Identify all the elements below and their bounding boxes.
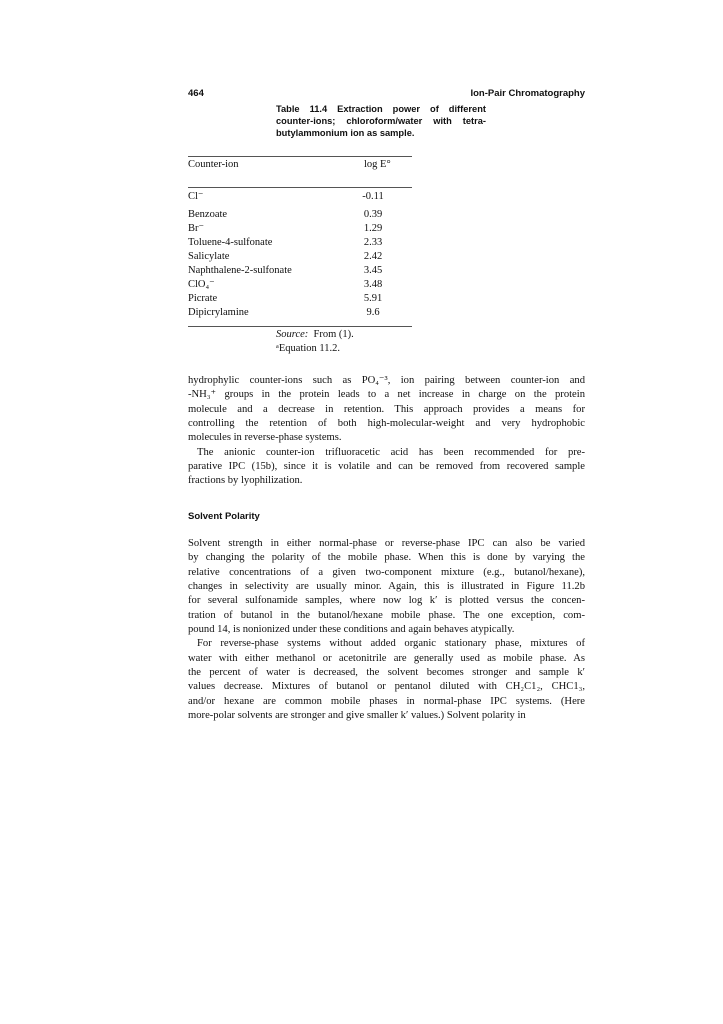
table-caption	[276, 103, 486, 139]
table-header-row	[188, 157, 412, 187]
paragraph	[188, 446, 585, 489]
counter-ion-cell: Benzoate	[188, 208, 228, 220]
log-e-cell: 5.91	[363, 293, 383, 305]
text-line: controlling the retention of both high-molecular-weight and very hydrophobic	[188, 418, 585, 430]
page-number: 464	[188, 88, 204, 99]
section-heading: Solvent Polarity	[188, 511, 260, 522]
counter-ion-cell: Dipicrylamine	[188, 307, 249, 319]
table-row	[188, 222, 412, 236]
table-row	[188, 190, 412, 204]
text-line: water with either methanol or acetonitrile are generally used as mobile phase. As	[188, 652, 585, 664]
text-line: The anionic counter-ion trifluoracetic acid has been recommended for pre-	[197, 446, 585, 458]
paragraph	[188, 537, 585, 637]
text-line: by changing the polarity of the mobile phase. When this is done by varying the	[188, 552, 585, 564]
table-row	[188, 250, 412, 264]
paragraph	[188, 637, 585, 723]
table-bottom-rule	[188, 326, 412, 327]
log-e-cell: 2.33	[363, 236, 383, 248]
text-line: the percent of water is decreased, the solvent becomes stronger and sample k′	[188, 667, 585, 679]
text-line: for several sulfonamide samples, where now log k′ is plotted versus the concen-	[188, 595, 585, 607]
body-text-top	[188, 374, 585, 489]
body-text-bottom	[188, 537, 585, 723]
text-line: pound 14, is nonionized under these conditions and again behaves atypically.	[188, 624, 515, 636]
caption-line: butylammonium ion as sample.	[276, 128, 415, 138]
text-line: and/or hexane are common mobile phases in normal-phase IPC systems. (Here	[188, 695, 585, 707]
source-label: Source:	[276, 329, 309, 340]
paragraph	[188, 374, 585, 446]
table-row	[188, 236, 412, 250]
text-line: For reverse-phase systems without added organic stationary phase, mixtures of	[197, 638, 585, 650]
caption-line: counter-ions; chloroform/water with tetra-	[276, 116, 486, 126]
log-e-cell: 3.48	[363, 279, 383, 291]
text-line: molecules in reverse-phase systems.	[188, 432, 342, 444]
log-e-cell: -0.11	[362, 191, 384, 202]
text-line: -NH₃⁺ groups in the protein leads to a net increase in charge on the protein	[188, 389, 585, 401]
running-header	[188, 88, 585, 102]
table-row	[188, 292, 412, 306]
text-line: hydrophylic counter-ions such as PO₄⁻³, ion pairing between counter-ion and	[188, 375, 585, 386]
log-e-cell: 9.6	[366, 307, 380, 319]
column-header-counter-ion: Counter-ion	[188, 159, 239, 170]
text-line: tration of butanol in the butanol/hexane mobile phase. The one exception, com-	[188, 609, 585, 621]
counter-ion-cell: Picrate	[188, 293, 218, 305]
text-line: molecule and a decrease in retention. This approach provides a means for	[188, 403, 585, 415]
text-line: fractions by lyophilization.	[188, 475, 303, 487]
counter-ion-cell: Toluene-4-sulfonate	[188, 236, 273, 248]
counter-ion-cell: Naphthalene-2-sulfonate	[188, 265, 292, 277]
text-line: changes in selectivity are usually minor. Again, this is illustrated in Figure 11.2b	[188, 581, 585, 593]
table-row	[188, 278, 412, 292]
table-footnote: ᵃEquation 11.2.	[276, 343, 341, 354]
log-e-cell: 3.45	[363, 265, 383, 277]
counter-ion-cell: Salicylate	[188, 250, 230, 262]
text-line: parative IPC (15b), since it is volatile and can be removed from recovered sample	[188, 461, 585, 473]
text-line: values decrease. Mixtures of butanol or pentanol diluted with CH₂C1₂, CHC1₃,	[188, 681, 585, 693]
text-line: Solvent strength in either normal-phase or reverse-phase IPC can also be varied	[188, 538, 585, 549]
table-notes	[276, 328, 354, 356]
chapter-title: Ion-Pair Chromatography	[470, 88, 585, 99]
table-source	[276, 328, 354, 342]
text-line: more-polar solvents are stronger and give smaller k′ values.) Solvent polarity in	[188, 710, 526, 722]
log-e-cell: 2.42	[363, 250, 383, 262]
table-row	[188, 208, 412, 222]
table-body	[188, 188, 412, 320]
text-line: relative concentrations of a given two-component mixture (e.g., butanol/hexane),	[188, 566, 585, 578]
counter-ion-cell: Cl⁻	[188, 191, 204, 202]
caption-line: Table 11.4 Extraction power of different	[276, 104, 486, 114]
log-e-cell: 1.29	[363, 222, 383, 234]
counter-ion-cell: Br⁻	[188, 222, 205, 234]
counter-ion-cell: ClO₄⁻	[188, 279, 215, 291]
column-header-log-e: log E°	[364, 159, 391, 170]
extraction-table	[188, 156, 412, 327]
table-row	[188, 264, 412, 278]
source-text: From (1).	[313, 329, 354, 340]
table-row	[188, 306, 412, 320]
log-e-cell: 0.39	[363, 208, 383, 220]
